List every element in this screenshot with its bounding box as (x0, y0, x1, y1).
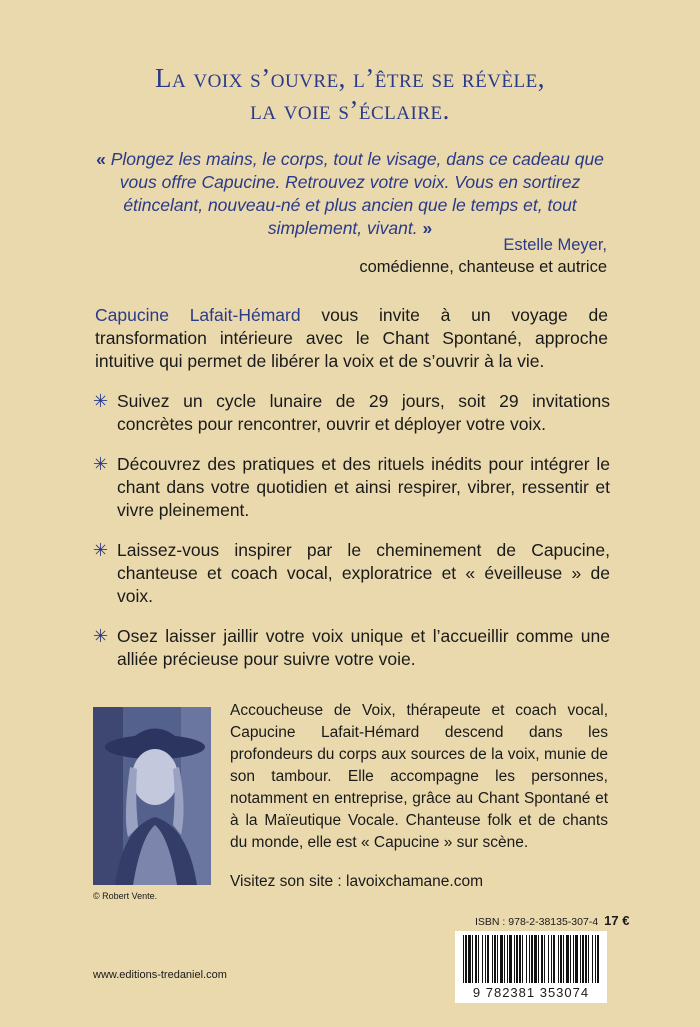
barcode-bar (582, 935, 584, 983)
list-item-text: Suivez un cycle lunaire de 29 jours, soit 29 invitations concrètes pour rencontrer, ouvrir et déployer votre voix. (117, 391, 610, 434)
barcode-bar (531, 935, 533, 983)
quote-text: Plongez les mains, le corps, tout le visage, dans ce cadeau que vous offre Capucine. Retrouvez votre voix. Vous en sortirez étincelant, nouveau-né et plus ancien que le temps et, tout simplement, vivant. (105, 149, 604, 238)
list-item-text: Osez laisser jaillir votre voix unique et l’accueillir comme une alliée précieuse pour suivre votre voie. (117, 626, 610, 669)
list-item-text: Laissez-vous inspirer par le cheminement de Capucine, chanteuse et coach vocal, exploratrice et « éveilleuse » de voix. (117, 540, 610, 606)
barcode-bar (529, 935, 530, 983)
author-bio: Accoucheuse de Voix, thérapeute et coach vocal, Capucine Lafait-Hémard descend dans les profondeurs du corps aux sources de la voix, munie de son tambour. Elle accompagne les personnes, notamment en entreprise, grâce au Chant Spontané et à la Maïeutique Vocale. Chanteuse folk et de chants du monde, elle est « Capucine » sur scène. (230, 702, 608, 851)
list-item (92, 390, 610, 436)
publisher-website[interactable]: www.editions-tredaniel.com (93, 969, 227, 981)
barcode-bar (497, 935, 498, 983)
price: 17 € (604, 913, 630, 928)
barcode-bar (548, 935, 549, 983)
quote-author: Estelle Meyer, (503, 236, 607, 254)
barcode-bar (522, 935, 523, 983)
barcode-bar (492, 935, 493, 983)
list-item (92, 453, 610, 522)
close-quote-mark: » (422, 218, 433, 238)
barcode-bar (551, 935, 552, 983)
barcode-bar (494, 935, 496, 983)
barcode-bar (463, 935, 464, 983)
barcode-bar (592, 935, 593, 983)
barcode-bar (472, 935, 473, 983)
barcode-bar (507, 935, 508, 983)
barcode-bar (487, 935, 489, 983)
barcode-bar (575, 935, 578, 983)
barcode-bar (563, 935, 564, 983)
list-item-text: Découvrez des pratiques et des rituels inédits pour intégrer le chant dans votre quotidien et ainsi respirer, vibrer, ressentir et vivre pleinement. (117, 454, 610, 520)
barcode-bar (544, 935, 545, 983)
author-website[interactable]: Visitez son site : lavoixchamane.com (230, 873, 483, 890)
quote-author-role: comédienne, chanteuse et autrice (359, 258, 607, 276)
barcode-bar (558, 935, 559, 983)
barcode-bar (478, 935, 479, 983)
barcode-bar (595, 935, 596, 983)
barcode-bar (585, 935, 587, 983)
barcode-bar (519, 935, 521, 983)
barcode-bar (485, 935, 486, 983)
list-item (92, 625, 610, 671)
barcode-bar (534, 935, 537, 983)
author-name: Capucine Lafait-Hémard (95, 305, 301, 325)
list-item (92, 539, 610, 608)
barcode-digits: 9 782381 353074 (472, 985, 590, 1000)
asterisk-icon: ✳ (93, 391, 109, 411)
asterisk-icon: ✳ (93, 540, 109, 560)
barcode-bar (553, 935, 555, 983)
barcode-bar (597, 935, 599, 983)
barcode-bar (560, 935, 562, 983)
barcode-bars (455, 931, 607, 987)
barcode-bar (580, 935, 581, 983)
testimonial-quote (85, 148, 615, 240)
barcode-bar (482, 935, 483, 983)
barcode-bar (570, 935, 571, 983)
title-line-2: la voie s’éclaire. (250, 95, 450, 125)
title-line-1: La voix s’ouvre, l’être se révèle, (154, 63, 546, 93)
barcode-bar (468, 935, 471, 983)
barcode-bar (573, 935, 574, 983)
barcode-bar (588, 935, 589, 983)
barcode-bar (475, 935, 477, 983)
feature-list (92, 390, 610, 688)
isbn: ISBN : 978-2-38135-307-4 (475, 916, 599, 928)
barcode-bar (516, 935, 518, 983)
barcode-bar (500, 935, 503, 983)
isbn-price-line (475, 913, 629, 928)
barcode-bar (566, 935, 569, 983)
barcode-bar (504, 935, 505, 983)
intro-text: vous invite à un voyage de transformation intérieure avec le Chant Spontané, approche intuitive qui permet de libérer la voix et de s’ouvrir à la vie. (95, 305, 608, 371)
photo-credit: © Robert Vente. (93, 891, 158, 901)
barcode-bar (514, 935, 515, 983)
barcode-bar (465, 935, 467, 983)
barcode-bar (526, 935, 527, 983)
asterisk-icon: ✳ (93, 626, 109, 646)
barcode-bar (509, 935, 512, 983)
cover-title (0, 62, 700, 126)
asterisk-icon: ✳ (93, 454, 109, 474)
barcode-bar (538, 935, 539, 983)
author-photo (93, 707, 211, 885)
open-quote-mark: « (96, 149, 106, 169)
barcode-bar (541, 935, 543, 983)
intro-paragraph (95, 304, 608, 373)
